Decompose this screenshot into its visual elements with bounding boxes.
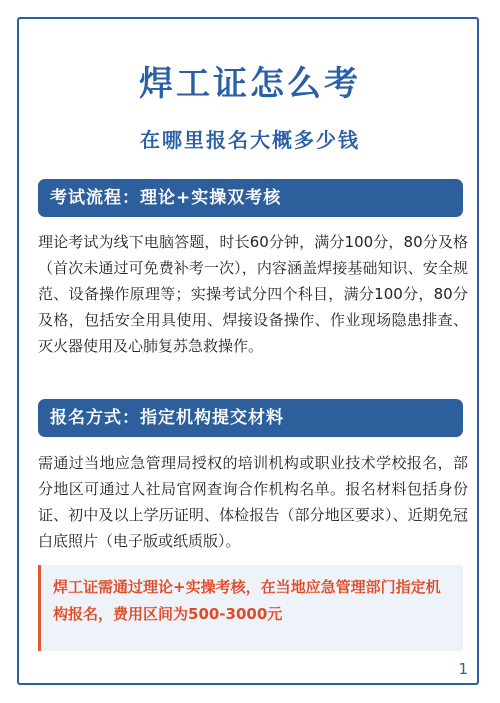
section-body-registration: 需通过当地应急管理局授权的培训机构或职业技术学校报名，部分地区可通过人社局官网查询合作机构名单。报名材料包括身份证、初中及以上学历证明、体检报告（部分地区要求）、近期免冠白底照片（电子版或纸质版）。 (38, 454, 468, 550)
section-body-exam-process: 理论考试为线下电脑答题，时长60分钟，满分100分，80分及格（首次未通过可免费补考一次），内容涵盖焊接基础知识、安全规范、设备操作原理等；实操考试分四个科目，满分100分，80分及格，包括安全用具使用、焊接设备操作、作业现场隐患排查、灭火器使用及心肺复苏急救操作。 (38, 233, 468, 355)
page-number: 1 (458, 660, 468, 678)
section-heading-exam-process: 考试流程：理论+实操双考核 (38, 179, 463, 217)
page-title: 焊工证怎么考 (139, 64, 361, 104)
page-subtitle: 在哪里报名大概多少钱 (140, 128, 360, 152)
section-heading-registration: 报名方式：指定机构提交材料 (38, 399, 463, 437)
summary-highlight: 焊工证需通过理论+实操考核，在当地应急管理部门指定机构报名，费用区间为500-3000元 (38, 565, 463, 651)
